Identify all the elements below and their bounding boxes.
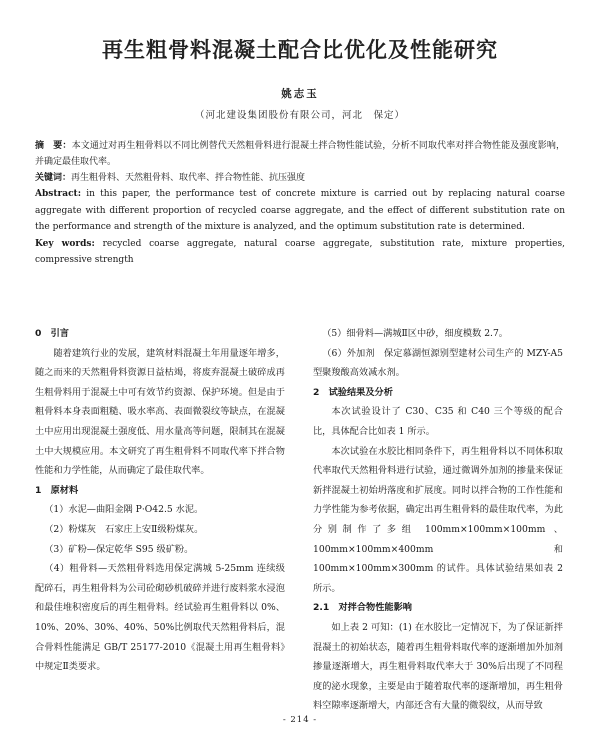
abstract-en	[35, 186, 565, 236]
abstract-cn-text: 本文通过对再生粗骨料以不同比例替代天然粗骨料进行混凝土拌合物性能试验，分析不同取代率对拌合物性能及强度影响，并确定最佳取代率。	[35, 141, 565, 167]
left-column	[35, 324, 285, 677]
section-heading-intro: 0 引言	[35, 328, 69, 339]
analysis-paragraph-2: 本次试验在水胶比相同条件下，再生粗骨料以不同体积取代率取代天然粗骨料进行试验，通过微调外加剂的掺量来保证新拌混凝土初始坍落度和扩展度。同时以拌合物的工作性能和力学性能为参考依据，确定出再生粗骨料的最佳取代率，为此分别制作了多组 100mm×100mm×100mm 、100mm×100mm×400mm 和 100mm×100mm×300mm 的试件。具体试验结果如表 2 所示。	[313, 445, 563, 594]
right-column	[313, 324, 563, 716]
material-item-admixture: （6）外加剂 保定慕湖恒源别型建材公司生产的 MZY-A5 型聚羧酸高效减水剂。	[313, 347, 563, 379]
abstract-block	[35, 138, 565, 269]
keywords-cn-label: 关键词：	[35, 173, 72, 183]
analysis-paragraph-1: 本次试验设计了 C30、C35 和 C40 三个等级的配合比，具体配合比如表 1 所示。	[313, 406, 563, 437]
material-item-cement: （1）水泥—曲阳金隅 P·O42.5 水泥。	[44, 504, 204, 516]
keywords-en-text: recycled coarse aggregate, natural coarse aggregate, substitution rate, mixture properties, compressive strength	[35, 238, 565, 265]
abstract-en-text: in this paper, the performance test of concrete mixture is carried out by replacing natural coarse aggregate with different proportion of recycled coarse aggregate, and the effect of different substitution rate on the performance and strength of the mixture is analyzed, and the optimum substitution rate is determined.	[35, 189, 565, 232]
section-heading-analysis: 2 试验结果及分析	[313, 386, 393, 398]
page-number: - 214 -	[282, 715, 318, 725]
section-heading-materials: 1 原材料	[35, 484, 79, 496]
author-name: 姚志玉	[281, 88, 319, 100]
paper-title: 再生粗骨料混凝土配合比优化及性能研究	[102, 38, 498, 62]
material-item-flyash: （2）粉煤灰 石家庄上安Ⅱ级粉煤灰。	[44, 523, 204, 535]
keywords-en	[35, 236, 565, 269]
subsection-heading-2-1: 2.1 对拌合物性能影响	[313, 602, 412, 614]
material-item-slag: （3）矿粉—保定乾华 S95 级矿粉。	[44, 543, 194, 555]
material-item-fine-aggregate: （5）细骨料—满城Ⅱ区中砂，细度模数 2.7。	[322, 328, 508, 339]
keywords-en-label: Key words:	[35, 238, 95, 249]
subsection-paragraph-2-1: 如上表 2 可知：(1) 在水胶比一定情况下，为了保证新拌混凝土的初始状态，随着再生粗骨料取代率的逐渐增加外加剂掺量逐渐增大，再生粗骨料取代率大于 30%后出现了不同程度的泌水现象，主要是由于随着取代率的逐渐增加，再生粗骨料空隙率逐渐增大，内部还含有大量的微裂纹，从而导致	[313, 621, 563, 712]
keywords-cn-text: 再生粗骨料、天然粗骨料、取代率、拌合物性能、抗压强度	[71, 173, 306, 183]
abstract-cn-label: 摘 要：	[35, 141, 72, 151]
keywords-cn	[35, 170, 565, 186]
author-affiliation: （河北建设集团股份有限公司，河北 保定）	[194, 110, 405, 121]
intro-paragraph: 随着建筑行业的发展，建筑材料混凝土年用量逐年增多，随之而来的天然粗骨料资源日益枯竭，将废弃混凝土破碎成再生粗骨料用于混凝土中可有效节约资源、保护环境。但是由于粗骨料本身表面粗糙、吸水率高、表面微裂纹等缺点，在混凝土中应用出现混凝土强度低、用水量高等问题，限制其在混凝土中大规模应用。本文研究了再生粗骨料不同取代率下拌合物性能和力学性能，从而确定了最佳取代率。	[35, 347, 285, 477]
material-item-coarse-aggregate: （4）粗骨料—天然粗骨料选用保定满城 5-25mm 连续级配碎石，再生粗骨料为公司砼砌砂机破碎并进行废料浆水浸泡和最佳堆积密度后的再生粗骨料。经试验再生粗骨料以 0%、10%、20%、30%、40%、50%比例取代天然粗骨料后，混合骨料性能满足 GB/T 25177-2010《混凝土用再生粗骨料》中规定Ⅱ类要求。	[35, 563, 285, 673]
abstract-en-label: Abstract:	[35, 189, 82, 199]
abstract-cn	[35, 138, 565, 170]
